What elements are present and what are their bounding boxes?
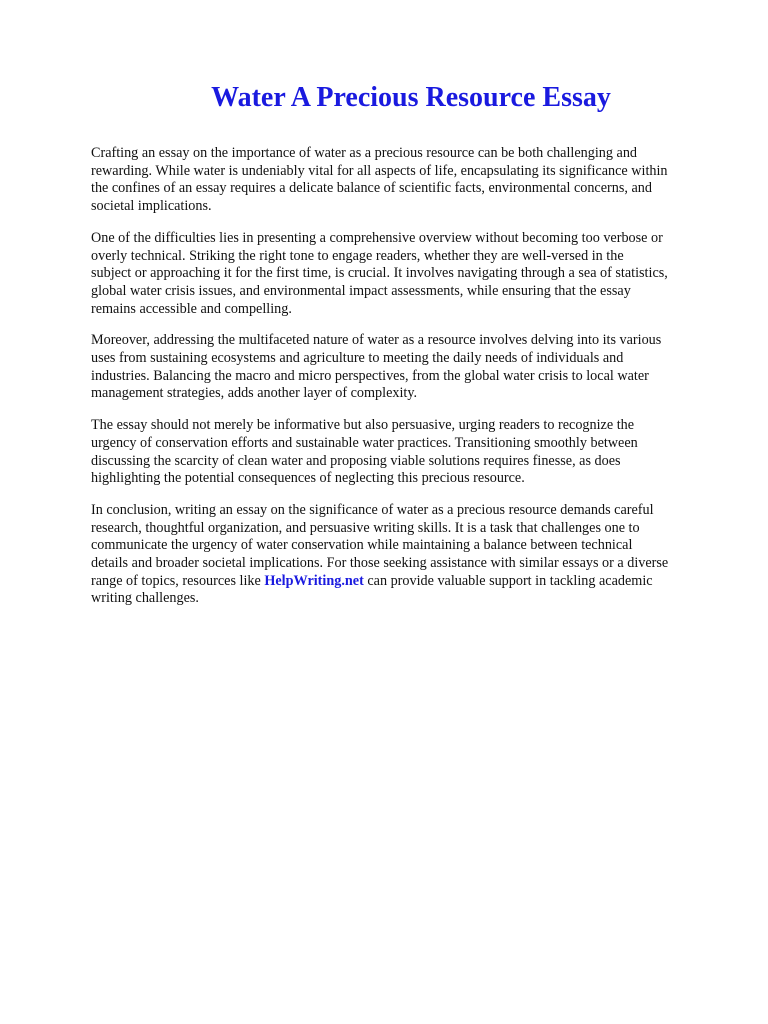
conclusion-text-after-link: can provide valuable support in tackling academic writing challenges. [91, 572, 653, 607]
conclusion-text-before-link: In conclusion, writing an essay on the significance of water as a precious resource demands careful research, thoughtful organization, and persuasive writing skills. It is a task that challenges one to communicate the urgency of water conservation while maintaining a balance between technical details and broader societal implications. For those seeking assistance with similar essays or a diverse range of topics, resources like [91, 501, 669, 589]
essay-body [91, 145, 731, 622]
essay-title: Water A Precious Resource Essay [211, 82, 611, 113]
essay-paragraph-1: Crafting an essay on the importance of water as a precious resource can be both challenging and rewarding. While water is undeniably vital for all aspects of life, encapsulating its significance within the confines of an essay requires a delicate balance of scientific facts, environmental concerns, and societal implications. [91, 145, 668, 215]
essay-paragraph-4: The essay should not merely be informative but also persuasive, urging readers to recognize the urgency of conservation efforts and sustainable water practices. Transitioning smoothly between discussing the scarcity of clean water and proposing viable solutions requires finesse, as does highlighting the potential consequences of neglecting this precious resource. [91, 417, 638, 487]
essay-paragraph-2: One of the difficulties lies in presenting a comprehensive overview without becoming too verbose or overly technical. Striking the right tone to engage readers, whether they are well-versed in the subject or approaching it for the first time, is crucial. It involves navigating through a sea of statistics, global water crisis issues, and environmental impact assessments, while ensuring that the essay remains accessible and compelling. [91, 229, 668, 317]
helpwriting-link[interactable]: HelpWriting.net [264, 572, 364, 589]
essay-paragraph-conclusion [91, 502, 731, 608]
essay-paragraph-3: Moreover, addressing the multifaceted nature of water as a resource involves delving into its various uses from sustaining ecosystems and agriculture to meeting the daily needs of individuals and industries. Balancing the macro and micro perspectives, from the global water crisis to local water management strategies, adds another layer of complexity. [91, 332, 662, 402]
